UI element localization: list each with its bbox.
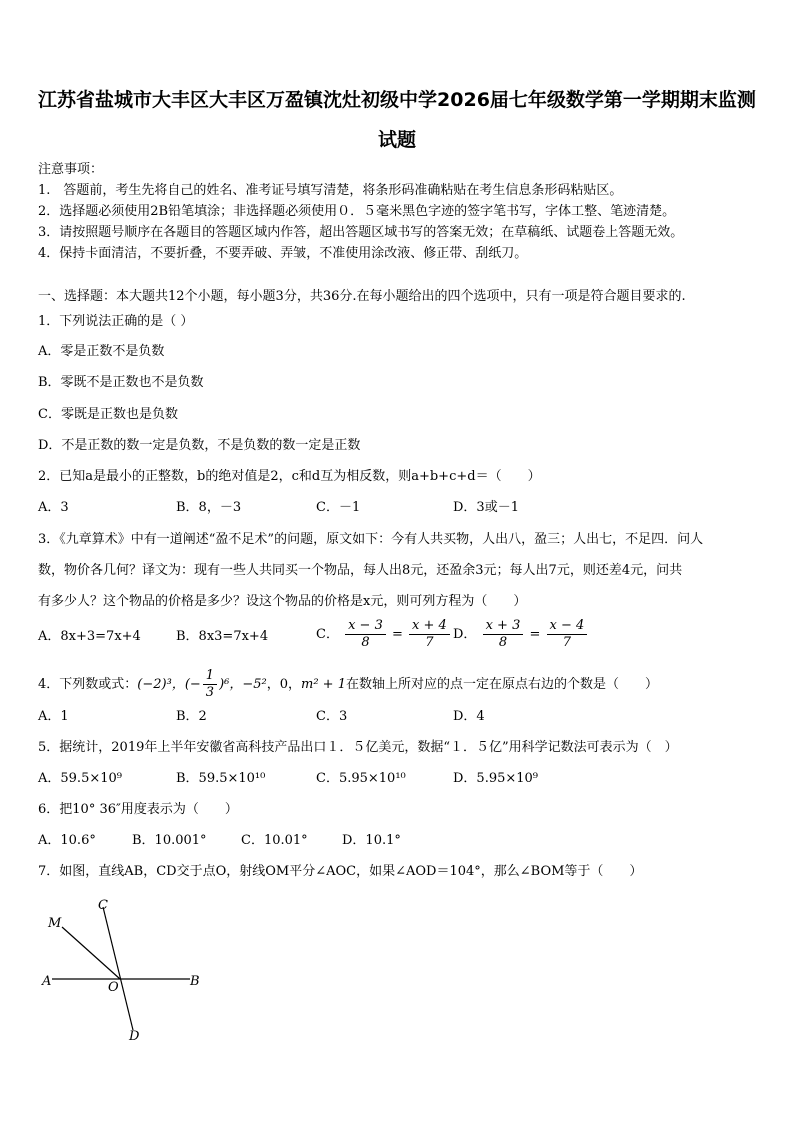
question-5-option-c: C．5.95×10¹⁰ (316, 771, 406, 786)
question-4-option-b: B．2 (176, 709, 207, 724)
notice-item-2: 2．选择题必须使用2B铅笔填涂；非选择题必须使用０．５毫米黑色字迹的签字笔书写，字体工整、笔迹清楚。 (38, 204, 676, 219)
label-c: C (98, 898, 108, 913)
question-5-option-b: B．59.5×10¹⁰ (176, 771, 266, 786)
notice-item-3: 3．请按照题号顺序在各题目的答题区域内作答，超出答题区域书写的答案无效；在草稿纸、试题卷上答题无效。 (38, 225, 684, 240)
page-title: 江苏省盐城市大丰区大丰区万盈镇沈灶初级中学2026届七年级数学第一学期期末监测 (38, 89, 756, 111)
question-7-stem: 7．如图，直线AB，CD交于点O，射线OM平分∠AOC，如果∠AOD＝104°，那么∠BOM等于（ ） (38, 864, 643, 879)
fraction: $\frac{x + 3}{8}$ (483, 618, 524, 651)
ray-om (62, 927, 120, 979)
question-6-option-c: C．10.01° (241, 833, 308, 848)
question-5-option-d: D．5.95×10⁹ (453, 771, 539, 786)
question-6-option-d: D．10.1° (342, 833, 401, 848)
question-1-option-a: A．零是正数不是负数 (38, 344, 165, 359)
question-6-option-b: B．10.001° (132, 833, 207, 848)
page-title-continued: 试题 (377, 129, 416, 151)
question-2-option-c: C．－1 (316, 500, 361, 515)
question-2-option-d: D．3或－1 (453, 500, 519, 515)
notice-item-4: 4．保持卡面清洁，不要折叠，不要弄破、弄皱，不准使用涂改液、修正带、刮纸刀。 (38, 246, 528, 261)
label-m: M (48, 916, 62, 931)
question-4-option-a: A．1 (38, 709, 69, 724)
question-3-option-c: C． $\frac{x - 3}{8}$ = $\frac{x + 4}{7}$ (316, 618, 452, 651)
question-6-stem: 6．把10° 36″用度表示为（ ） (38, 802, 238, 817)
label-a: A (42, 974, 52, 989)
notice-heading: 注意事项： (38, 162, 104, 177)
question-1-stem: 1．下列说法正确的是（ ） (38, 314, 194, 329)
intersecting-lines-figure (40, 895, 210, 1050)
question-5-option-a: A．59.5×10⁹ (38, 771, 122, 786)
question-2-option-a: A．3 (38, 500, 69, 515)
fraction: $\frac{x - 3}{8}$ (345, 618, 386, 651)
question-1-option-c: C．零既是正数也是负数 (38, 407, 178, 422)
label-o: O (108, 980, 119, 995)
question-5-stem: 5．据统计，2019年上半年安徽省高科技产品出口１．５亿美元，数据“１．５亿”用科学记数法可表示为（ ） (38, 740, 678, 755)
question-1-option-d: D．不是正数的数一定是负数，不是负数的数一定是正数 (38, 438, 361, 453)
question-3-option-b: B．8x3=7x+4 (176, 629, 269, 644)
label-b: B (190, 974, 200, 989)
label-d: D (129, 1029, 140, 1044)
question-3-line-1: 3．《九章算术》中有一道阐述“盈不足术”的问题，原文如下：今有人共买物，人出八，盈三；人出七，不足四．问人 (38, 532, 704, 547)
question-1-option-b: B．零既不是正数也不是负数 (38, 375, 204, 390)
question-4-option-c: C．3 (316, 709, 348, 724)
fraction: $\frac{x - 4}{7}$ (547, 618, 588, 651)
question-2-stem: 2．已知a是最小的正整数，b的绝对值是2，c和d互为相反数，则a+b+c+d＝（ ） (38, 469, 541, 484)
fraction: $\frac{1}{3}$ (203, 668, 217, 701)
question-3-option-a: A．8x+3=7x+4 (38, 629, 141, 644)
question-4-stem: 4．下列数或式：(−2)³，(− $\frac{1}{3}$ )⁶，−5²，0，m² + 1在数轴上所对应的点一定在原点右边的个数是（ ） (38, 668, 658, 700)
section-heading: 一、选择题：本大题共12个小题，每小题3分，共36分.在每小题给出的四个选项中，只有一项是符合题目要求的. (38, 289, 686, 304)
question-4-option-d: D．4 (453, 709, 485, 724)
question-6-option-a: A．10.6° (38, 833, 96, 848)
question-3-line-3: 有多少人？这个物品的价格是多少？设这个物品的价格是x元，则可列方程为（ ） (38, 594, 527, 609)
fraction: $\frac{x + 4}{7}$ (409, 618, 450, 651)
question-3-line-2: 数，物价各几何？译文为：现有一些人共同买一个物品，每人出8元，还盈余3元；每人出7元，则还差4元，问共 (38, 563, 683, 578)
question-2-option-b: B．8，－3 (176, 500, 242, 515)
question-3-option-d: D． $\frac{x + 3}{8}$ = $\frac{x - 4}{7}$ (453, 618, 589, 651)
notice-item-1: 1. 答题前，考生先将自己的姓名、准考证号填写清楚，将条形码准确粘贴在考生信息条形码粘贴区。 (38, 183, 623, 198)
